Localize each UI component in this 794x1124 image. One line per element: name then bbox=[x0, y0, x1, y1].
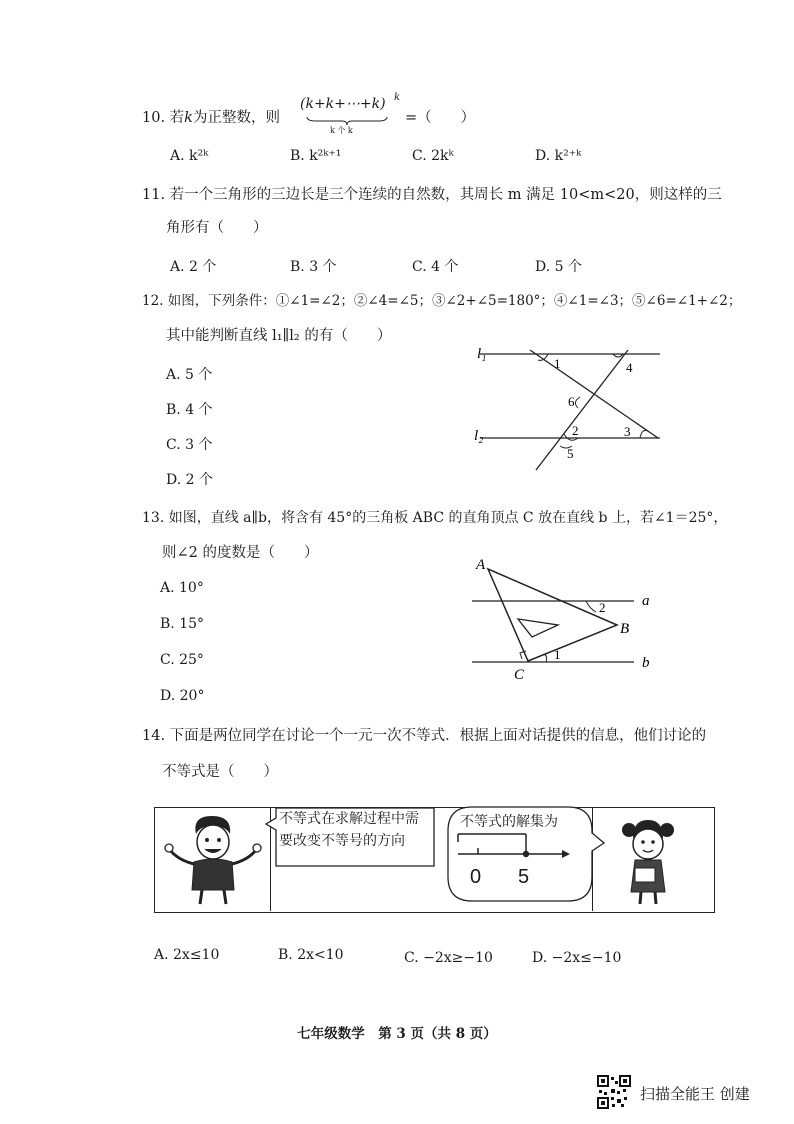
q10-option-b[interactable]: B. k²ᵏ⁺¹ bbox=[290, 148, 342, 164]
q11-option-a[interactable]: A. 2 个 bbox=[170, 259, 217, 275]
q12-arc-6 bbox=[575, 397, 580, 408]
q10-stem-mid: 为正整数，则 bbox=[192, 110, 280, 126]
q10-expression bbox=[300, 92, 410, 136]
q11-option-b[interactable]: B. 3 个 bbox=[290, 259, 337, 275]
q12-option-b[interactable]: B. 4 个 bbox=[166, 402, 213, 418]
q13-stem-line2: 则∠2 的度数是（ ） bbox=[162, 545, 319, 561]
q10-expr-numerator: (k+k+⋯+k) bbox=[300, 96, 386, 112]
q12-angle-1: 1 bbox=[554, 356, 561, 371]
q10-option-c[interactable]: C. 2kᵏ bbox=[412, 148, 454, 164]
bubble1-line1: 不等式在求解过程中需 bbox=[279, 811, 419, 827]
q10-expr-exponent: k bbox=[394, 92, 401, 103]
q10-stem bbox=[142, 108, 280, 128]
bubble1-text bbox=[279, 808, 419, 852]
q12-option-a[interactable]: A. 5 个 bbox=[166, 367, 213, 383]
q10-expr-under: k 个 k bbox=[330, 126, 353, 135]
q14-option-d[interactable]: D. −2x≤−10 bbox=[532, 950, 622, 966]
q13-option-d[interactable]: D. 20° bbox=[160, 688, 205, 704]
q14-option-a[interactable]: A. 2x≤10 bbox=[154, 947, 220, 963]
q12-angle-3: 3 bbox=[624, 424, 631, 439]
number-line-arrow-icon bbox=[562, 850, 570, 858]
bubble2-title: 不等式的解集为 bbox=[460, 814, 558, 830]
q12-angle-5: 5 bbox=[567, 446, 574, 461]
q14-number-line bbox=[452, 830, 572, 864]
bubble1-line2: 要改变不等号的方向 bbox=[279, 833, 405, 849]
axis-label-5: 5 bbox=[518, 866, 530, 888]
q13-option-b[interactable]: B. 15° bbox=[160, 616, 205, 632]
q13-label-A: A bbox=[476, 557, 486, 573]
q12-option-c[interactable]: C. 3 个 bbox=[166, 437, 213, 453]
q12-label-l1: l₁ bbox=[477, 346, 487, 362]
q14-stem-line1: 14. 下面是两位同学在讨论一个一元一次不等式．根据上面对话提供的信息，他们讨论的 bbox=[142, 728, 707, 744]
q13-figure bbox=[462, 555, 662, 685]
q12-arc-3 bbox=[640, 430, 648, 438]
qr-code-icon bbox=[597, 1075, 631, 1109]
q12-label-l2: l₂ bbox=[474, 428, 484, 444]
q13-angle-1: 1 bbox=[554, 647, 561, 662]
q13-arc-1 bbox=[544, 654, 547, 662]
q13-triangle-hole bbox=[518, 619, 558, 637]
scanner-watermark: 扫描全能王 创建 bbox=[640, 1085, 750, 1103]
q12-transversal-2 bbox=[536, 350, 628, 470]
q12-angle-2: 2 bbox=[572, 423, 579, 438]
q13-option-a[interactable]: A. 10° bbox=[160, 580, 204, 596]
axis-label-0: 0 bbox=[470, 866, 482, 888]
q13-triangle-abc bbox=[488, 569, 617, 661]
q14-option-b[interactable]: B. 2x<10 bbox=[278, 947, 344, 963]
q13-label-b: b bbox=[642, 655, 650, 671]
q10-stem-post: =（ ） bbox=[405, 110, 476, 126]
q13-option-c[interactable]: C. 25° bbox=[160, 652, 204, 668]
q11-option-c[interactable]: C. 4 个 bbox=[412, 259, 459, 275]
girl-student-icon bbox=[605, 812, 705, 907]
q13-stem-line1: 13. 如图，直线 a∥b，将含有 45°的三角板 ABC 的直角顶点 C 放在直线 b 上，若∠1＝25°， bbox=[142, 510, 728, 526]
q10-var-k: k bbox=[184, 110, 193, 126]
q13-angle-2: 2 bbox=[599, 600, 606, 615]
q13-label-B: B bbox=[620, 621, 630, 637]
q11-option-d[interactable]: D. 5 个 bbox=[535, 259, 582, 275]
q14-stem-line2: 不等式是（ ） bbox=[162, 764, 278, 780]
page-footer: 七年级数学 第 3 页（共 8 页） bbox=[297, 1026, 497, 1042]
q14-option-c[interactable]: C. −2x≥−10 bbox=[404, 950, 493, 966]
boy-student-icon bbox=[160, 812, 265, 907]
q10-stem-pre: 10. 若 bbox=[142, 110, 185, 126]
q10-option-d[interactable]: D. k²⁺ᵏ bbox=[535, 148, 582, 164]
q12-angle-4: 4 bbox=[626, 360, 633, 375]
q12-figure bbox=[468, 340, 668, 475]
solid-point-icon bbox=[523, 851, 529, 857]
q11-stem-line2: 角形有（ ） bbox=[166, 220, 268, 236]
q12-stem-line2: 其中能判断直线 l₁∥l₂ 的有（ ） bbox=[166, 328, 392, 344]
q12-angle-6: 6 bbox=[568, 394, 575, 409]
q13-label-a: a bbox=[642, 593, 650, 609]
q13-label-C: C bbox=[514, 667, 525, 683]
q10-option-a[interactable]: A. k²ᵏ bbox=[170, 148, 209, 164]
q12-option-d[interactable]: D. 2 个 bbox=[166, 472, 213, 488]
q12-stem-line1: 12. 如图，下列条件：①∠1=∠2；②∠4=∠5；③∠2+∠5=180°；④∠1=∠3；⑤∠6=∠1+∠2； bbox=[142, 293, 742, 309]
q11-stem-line1: 11. 若一个三角形的三边长是三个连续的自然数，其周长 m 满足 10<m<20，则这样的三 bbox=[142, 187, 722, 203]
q13-arc-2 bbox=[586, 601, 596, 612]
